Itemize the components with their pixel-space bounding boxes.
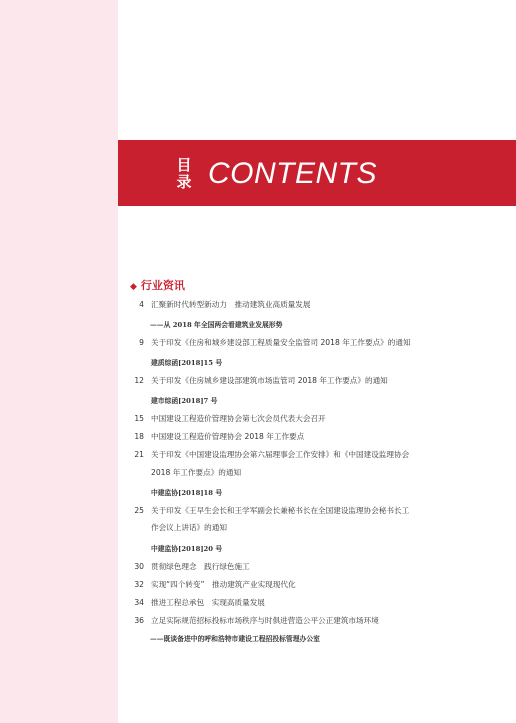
- toc-entry-title: 推进工程总承包 实现高质量发展: [151, 598, 265, 607]
- toc-entry-title: 中国建设工程造价管理协会 2018 年工作要点: [151, 432, 305, 441]
- section-title-text: 行业资讯: [140, 279, 185, 292]
- toc-entry-title: 立足实际规范招标投标市场秩序与时俱进营造公平公正建筑市场环境: [151, 616, 379, 625]
- toc-page-number: 4: [139, 300, 144, 309]
- toc-page-number: 15: [134, 414, 144, 423]
- toc-entry-title: 关于印发《住房城乡建设部建筑市场监管司 2018 年工作要点》的通知: [151, 376, 388, 385]
- toc-entry-title-continued: 作会议上讲话》的通知: [151, 523, 227, 532]
- toc-entry-subtitle: ——从 2018 年全国两会看建筑业发展形势: [150, 321, 283, 329]
- toc-page-number: 25: [134, 506, 144, 515]
- banner-chinese-title: [175, 157, 193, 191]
- toc-page-number: 21: [134, 450, 144, 459]
- toc-entry-subtitle: 建质综函[2018]15 号: [151, 359, 223, 367]
- toc-entry-title: 关于印发《住房和城乡建设部工程质量安全监管司 2018 年工作要点》的通知: [151, 338, 411, 347]
- section-heading: [130, 279, 185, 294]
- toc-entry-title: 实现“四个转变” 推动建筑产业实现现代化: [151, 580, 296, 589]
- toc-page-number: 18: [134, 432, 144, 441]
- toc-page-number: 34: [134, 598, 144, 607]
- toc-entry-title: 贯彻绿色理念 践行绿色施工: [151, 562, 250, 571]
- toc-entry-subtitle: 中建监协[2018]18 号: [151, 489, 223, 497]
- toc-page-number: 30: [134, 562, 144, 571]
- toc-entry-subtitle: ——既谈备进中的呼和浩特市建设工程招投标管理办公室: [150, 635, 320, 643]
- toc-page-number: 36: [134, 616, 144, 625]
- diamond-icon: ◆: [130, 282, 137, 292]
- toc-page-number: 12: [134, 376, 144, 385]
- toc-entry-title-continued: 2018 年工作要点》的通知: [151, 468, 242, 477]
- toc-entry-subtitle: 建市综函[2018]7 号: [151, 397, 218, 405]
- toc-entry-title: 关于印发《中国建设监理协会第六届理事会工作安排》和《中国建设监理协会: [151, 450, 410, 459]
- banner-char-1: 目: [176, 156, 192, 174]
- banner-english-title: CONTENTS: [208, 157, 377, 190]
- toc-entry-title: 中国建设工程造价管理协会第七次会员代表大会召开: [151, 414, 326, 423]
- banner-char-2: 录: [176, 173, 192, 191]
- toc-entry-title: 关于印发《王早生会长和王学军副会长兼秘书长在全国建设监理协会秘书长工: [151, 506, 410, 515]
- toc-entry-title: 汇聚新时代转型新动力 推动建筑业高质量发展: [151, 300, 311, 309]
- toc-page-number: 32: [134, 580, 144, 589]
- toc-entry-subtitle: 中建监协[2018]20 号: [151, 545, 223, 553]
- left-margin-strip: [0, 0, 118, 723]
- toc-page-number: 9: [139, 338, 144, 347]
